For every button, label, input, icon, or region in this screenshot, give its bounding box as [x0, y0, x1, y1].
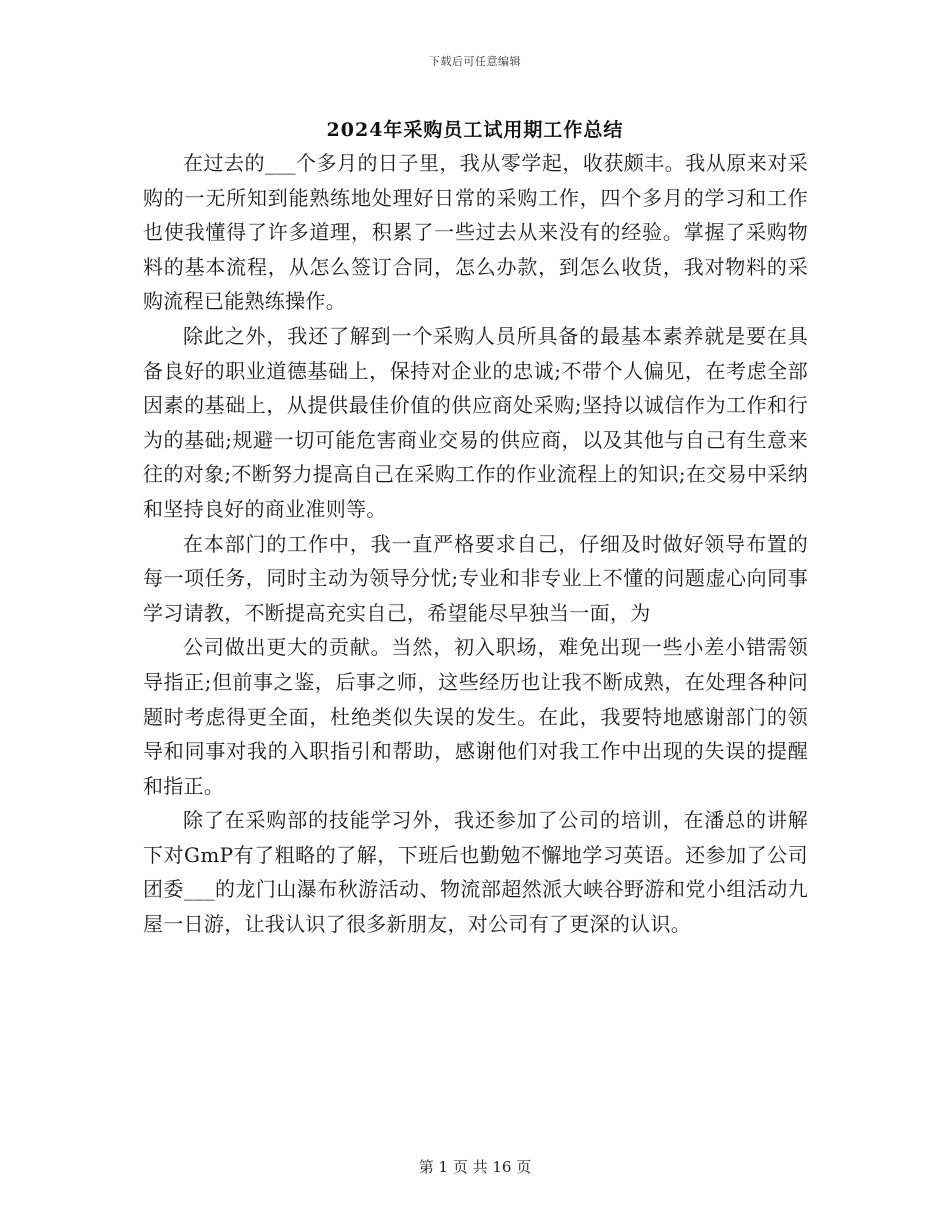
page-number: 第 1 页 共 16 页 [418, 1158, 532, 1176]
paragraph-3: 在本部门的工作中，我一直严格要求自己，仔细及时做好领导布置的每一项任务，同时主动为领导分忧;专业和非专业上不懂的问题虚心向同事学习请教，不断提高充实自己，希望能尽早独当一面，为 [143, 531, 808, 625]
paragraph-2: 除此之外，我还了解到一个采购人员所具备的最基本素养就是要在具备良好的职业道德基础上，保持对企业的忠诚;不带个人偏见，在考虑全部因素的基础上，从提供最佳价值的供应商处采购;坚持以诚信作为工作和行为的基础;规避一切可能危害商业交易的供应商，以及其他与自己有生意来往的对象;不断努力提高自己在采购工作的作业流程上的知识;在交易中采纳和坚持良好的商业准则等。 [143, 323, 808, 521]
document-body [143, 146, 808, 942]
header-note: 下载后可任意编辑 [429, 55, 521, 68]
paragraph-4: 公司做出更大的贡献。当然，初入职场，难免出现一些小差小错需领导指正;但前事之鉴，后事之师，这些经历也让我不断成熟，在处理各种问题时考虑得更全面，杜绝类似失误的发生。在此，我要特地感谢部门的领导和同事对我的入职指引和帮助，感谢他们对我工作中出现的失误的提醒和指正。 [143, 635, 808, 798]
paragraph-5: 除了在采购部的技能学习外，我还参加了公司的培训，在潘总的讲解下对GmP有了粗略的了解，下班后也勤勉不懈地学习英语。还参加了公司团委___的龙门山瀑布秋游活动、物流部超然派大峡谷野游和党小组活动九屋一日游，让我认识了很多新朋友，对公司有了更深的认识。 [143, 808, 808, 937]
paragraph-1: 在过去的___个多月的日子里，我从零学起，收获颇丰。我从原来对采购的一无所知到能熟练地处理好日常的采购工作，四个多月的学习和工作也使我懂得了许多道理，积累了一些过去从来没有的经验。掌握了采购物料的基本流程，从怎么签订合同，怎么办款，到怎么收货，我对物料的采购流程已能熟练操作。 [143, 151, 808, 314]
document-title: 2024年采购员工试用期工作总结 [326, 119, 624, 141]
